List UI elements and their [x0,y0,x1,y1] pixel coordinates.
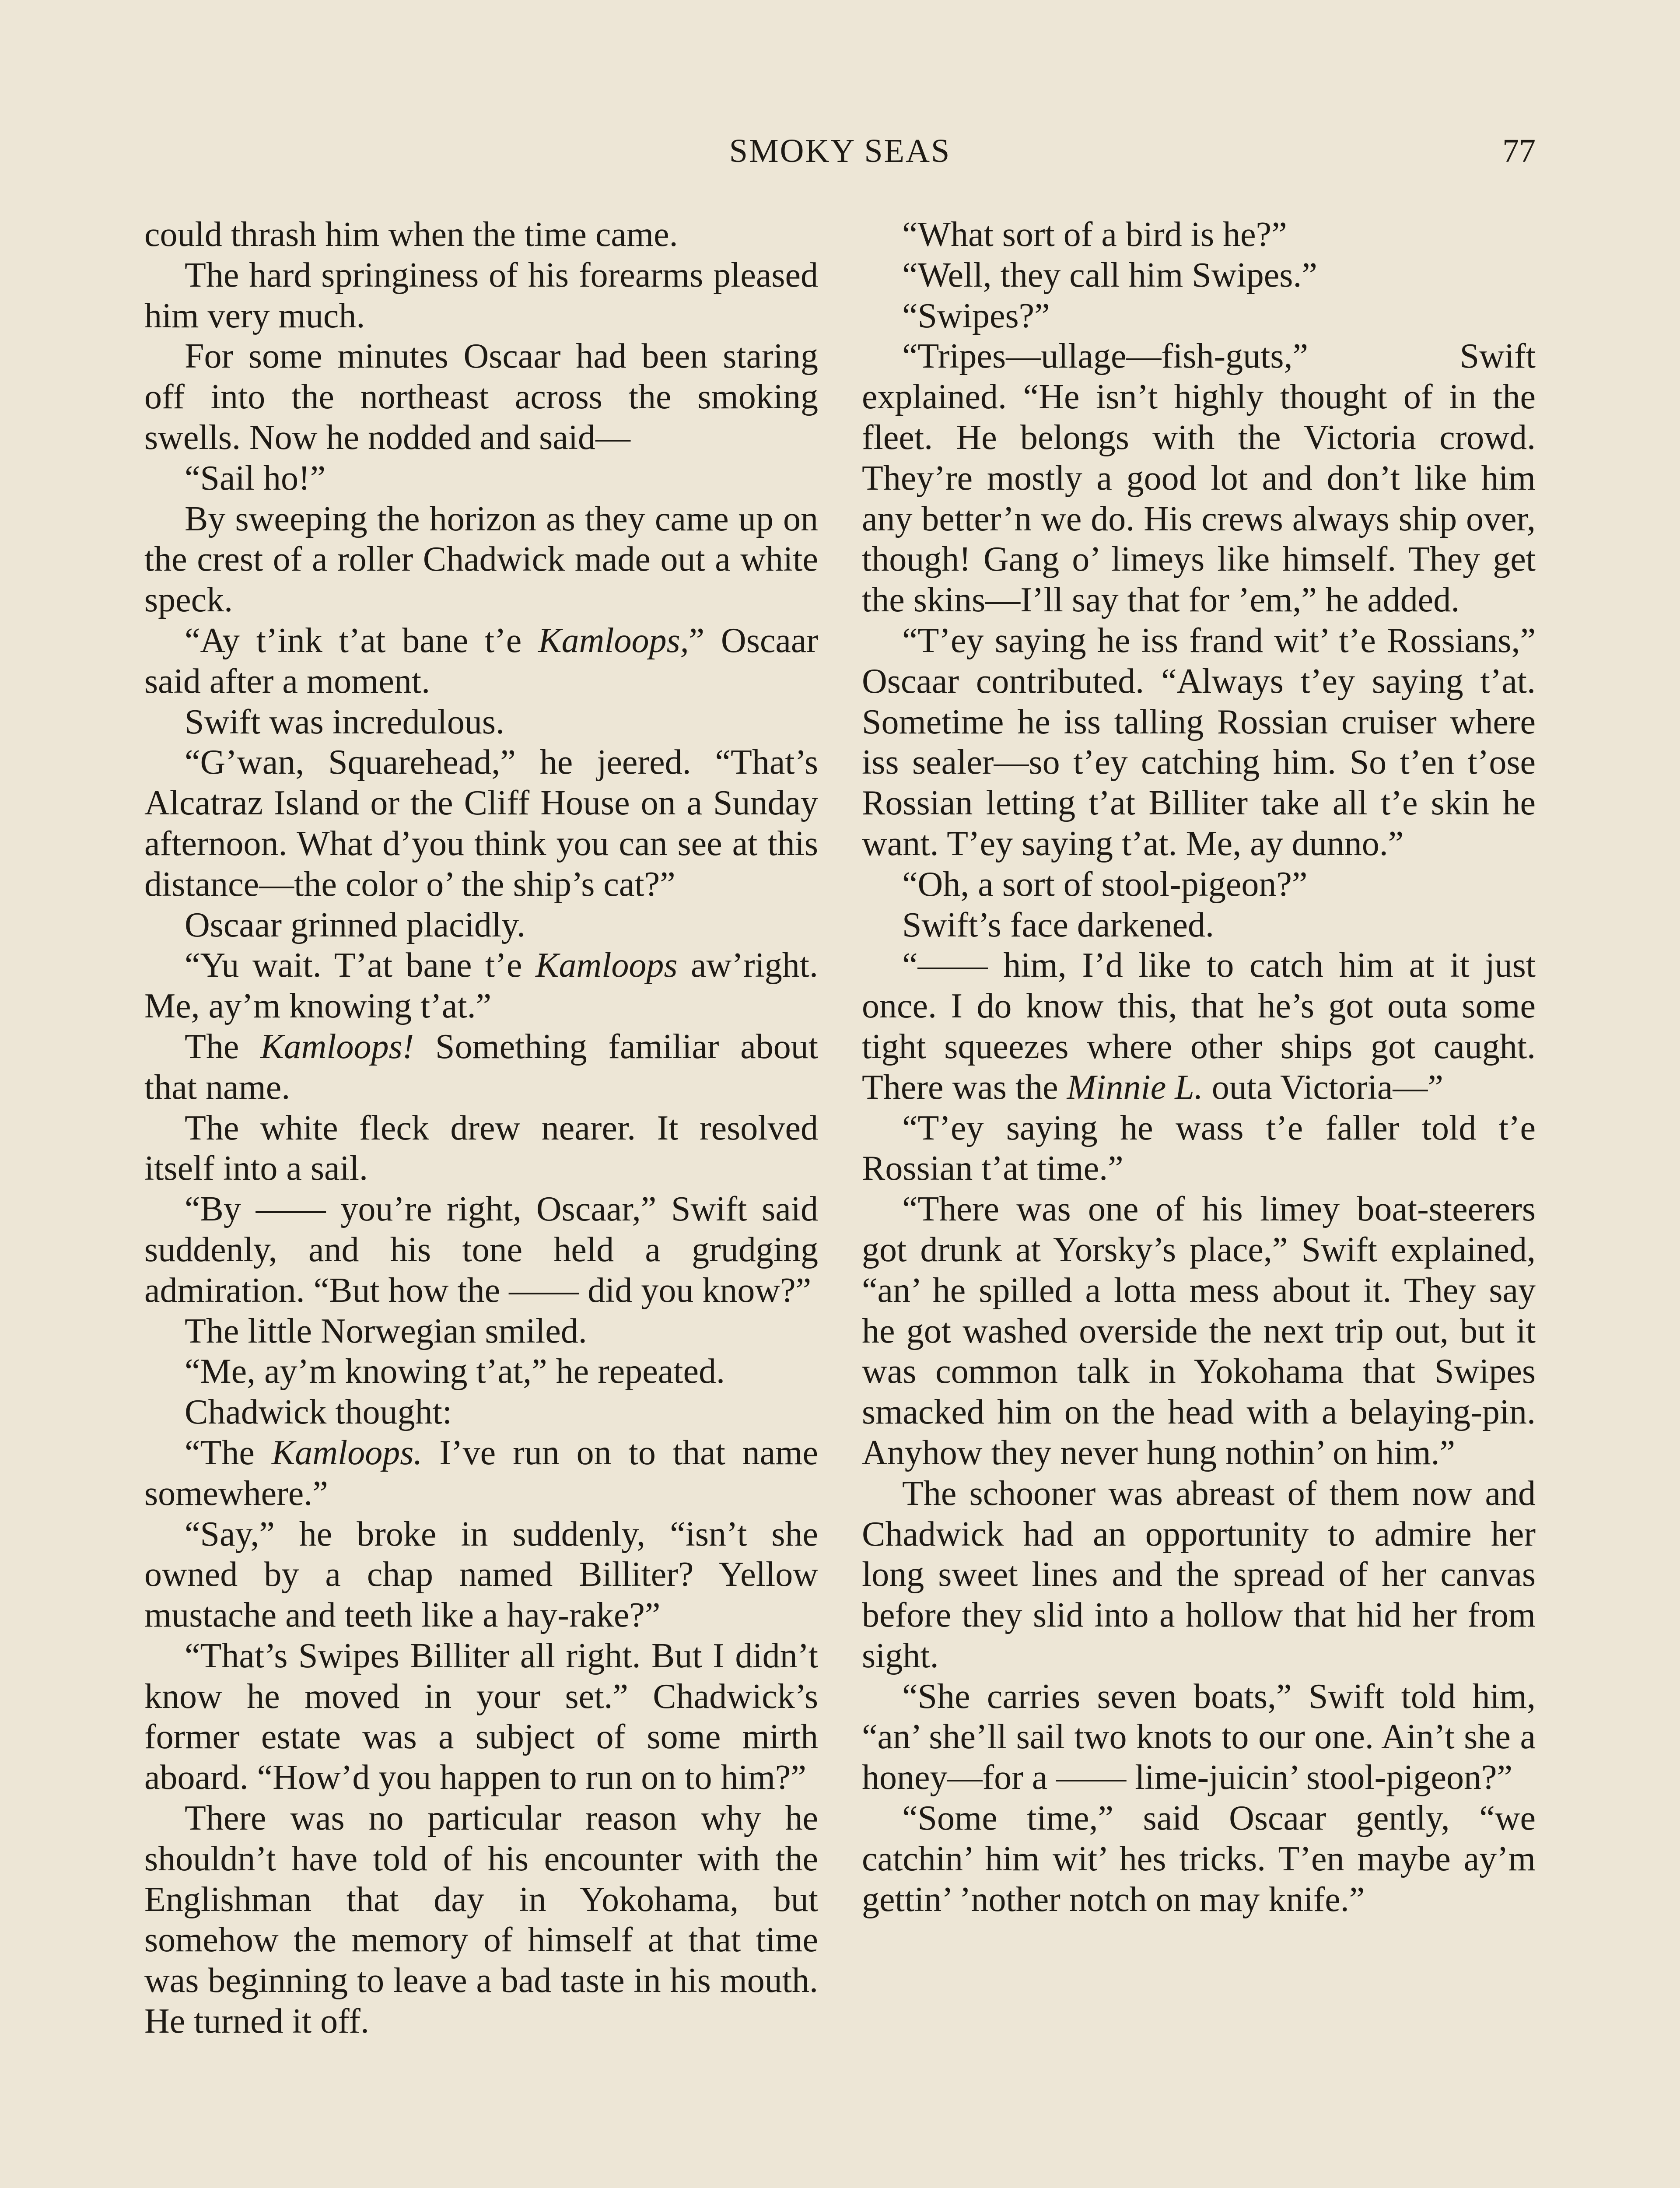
text-run: “By —— you’re right, Oscaar,” Swift said suddenly, and his tone held a grudging admiration. “But how the —— did you know?” [144,1190,818,1310]
text-run: “—— him, I’d like to catch him at it just once. I do know this, that he’s got outa some tight squeezes where other ships got caught. There was the [862,946,1536,1107]
paragraph [144,1636,818,1798]
text-run: “The [185,1433,272,1472]
paragraph [144,702,818,743]
text-run: “Sail ho!” [185,459,326,498]
italic-text: Kamloops. [271,1433,423,1472]
text-run: “What sort of a bird is he?” [902,215,1287,254]
text-run: “Me, ay’m knowing t’at,” he repeated. [185,1352,725,1391]
paragraph [862,255,1536,296]
text-run: “G’wan, Squarehead,” he jeered. “That’s Alcatraz Island or the Cliff House on a Sunday afternoon. What d’you think you can see at this distance—the color o’ the ship’s cat?” [144,743,818,904]
text-run: “Some time,” said Oscaar gently, “we catchin’ him wit’ hes tricks. T’en maybe ay’m gettin’ ’nother notch on may knife.” [862,1799,1536,1919]
paragraph [144,1392,818,1433]
paragraph [144,1027,818,1108]
paragraph [144,1311,818,1352]
paragraph [144,336,818,458]
text-run: aw’right. Me, ay’m knowing t’at.” [144,946,818,1026]
text-run: outa Victoria—” [1203,1068,1443,1107]
text-run: I’ve run on to that name somewhere.” [144,1433,819,1513]
paragraph [144,945,818,1027]
text-run: The [185,1027,261,1066]
paragraph [144,1351,818,1392]
text-run: “Yu wait. T’at bane t’e [185,946,536,985]
text-run: Oscaar grinned placidly. [185,905,525,944]
text-run: For some minutes Oscaar had been staring off into the northeast across the smoking swells. Now he nodded and said— [144,337,818,457]
italic-text: Kamloops [535,946,678,985]
paragraph [862,1189,1536,1473]
text-run: “Swipes?” [902,296,1050,335]
text-run: “Say,” he broke in suddenly, “isn’t she owned by a chap named Billiter? Yellow mustache and teeth like a hay-rake?” [144,1515,818,1635]
italic-text: Kamloops, [538,621,689,660]
running-head: SMOKY SEAS [729,133,951,169]
text-run: The hard springiness of his forearms pleased him very much. [144,256,818,335]
paragraph [144,214,818,255]
right-text-column [862,214,1536,1920]
paragraph [144,1433,818,1514]
paragraph [144,905,818,946]
text-run: “That’s Swipes Billiter all right. But I didn’t know he moved in your set.” Chadwick’s former estate was a subject of some mirth aboard. “How’d you happen to run on to him?” [144,1636,818,1797]
paragraph [144,621,818,702]
text-run: “Tripes—ullage—fish-guts,” Swift explained. “He isn’t highly thought of in the fleet. He belongs with the Victoria crowd. They’re mostly a good lot and don’t like him any better’n we do. His crews always ship over, though! Gang o’ limeys like himself. They get the skins—I’ll say that for ’em,” he added. [862,337,1536,620]
text-run: Swift’s face darkened. [902,905,1214,944]
text-run: “There was one of his limey boat-steerers got drunk at Yorsky’s place,” Swift explained, “an’ he spilled a lotta mess about it. They say he got washed overside the next trip out, but it was common talk in Yokohama that Swipes smacked him on the head with a belaying-pin. Anyhow they never hung nothin’ on him.” [862,1190,1536,1472]
paragraph [144,1189,818,1311]
text-run: Something familiar about that name. [144,1027,818,1107]
text-run: “She carries seven boats,” Swift told him, “an’ she’ll sail two knots to our one. Ain’t she a honey—for a —— lime-juicin’ stool-pigeon?” [862,1677,1536,1797]
paragraph [144,1514,818,1636]
paragraph [862,945,1536,1108]
paragraph [144,458,818,499]
text-run: “T’ey saying he iss frand wit’ t’e Rossians,” Oscaar contributed. “Always t’ey saying t’at. Sometime he iss talling Rossian cruiser where iss sealer—so t’ey catching him. So t’en t’ose Rossian letting t’at Billiter take all t’e skin he want. T’ey saying t’at. Me, ay dunno.” [862,621,1536,863]
paragraph [862,214,1536,255]
paragraph [862,336,1536,621]
paragraph [862,621,1536,864]
page-header [144,132,1536,180]
paragraph [862,905,1536,946]
paragraph [144,742,818,905]
text-run: The schooner was abreast of them now and Chadwick had an opportunity to admire her long sweet lines and the spread of her canvas before they slid into a hollow that hid her from sight. [862,1474,1536,1675]
text-run: could thrash him when the time came. [144,215,678,254]
paragraph [862,1108,1536,1189]
text-run: “Oh, a sort of stool-pigeon?” [902,865,1308,904]
text-run: ” Oscaar said after a moment. [144,621,819,701]
italic-text: Kamloops! [260,1027,414,1066]
text-run: By sweeping the horizon as they came up on the crest of a roller Chadwick made out a white speck. [144,499,818,620]
paragraph [144,255,818,337]
paragraph [862,864,1536,905]
paragraph [144,1108,818,1189]
paragraph [862,296,1536,337]
paragraph [144,1798,818,2042]
text-run: “Ay t’ink t’at bane t’e [185,621,539,660]
italic-text: Minnie L. [1067,1068,1203,1107]
paragraph [862,1676,1536,1798]
text-run: “T’ey saying he wass t’e faller told t’e Rossian t’at time.” [862,1108,1536,1188]
text-run: The white fleck drew nearer. It resolved itself into a sail. [144,1108,818,1188]
text-run: Chadwick thought: [185,1393,452,1432]
paragraph [862,1473,1536,1676]
paragraph [862,1798,1536,1920]
left-text-column [144,214,818,2042]
text-run: The little Norwegian smiled. [185,1311,587,1350]
page-number: 77 [1502,133,1536,169]
text-run: Swift was incredulous. [185,702,505,741]
text-run: “Well, they call him Swipes.” [902,256,1317,295]
paragraph [144,499,818,621]
text-run: There was no particular reason why he shouldn’t have told of his encounter with the Englishman that day in Yokohama, but somehow the memory of himself at that time was beginning to leave a bad taste in his mouth. He turned it off. [144,1799,818,2041]
